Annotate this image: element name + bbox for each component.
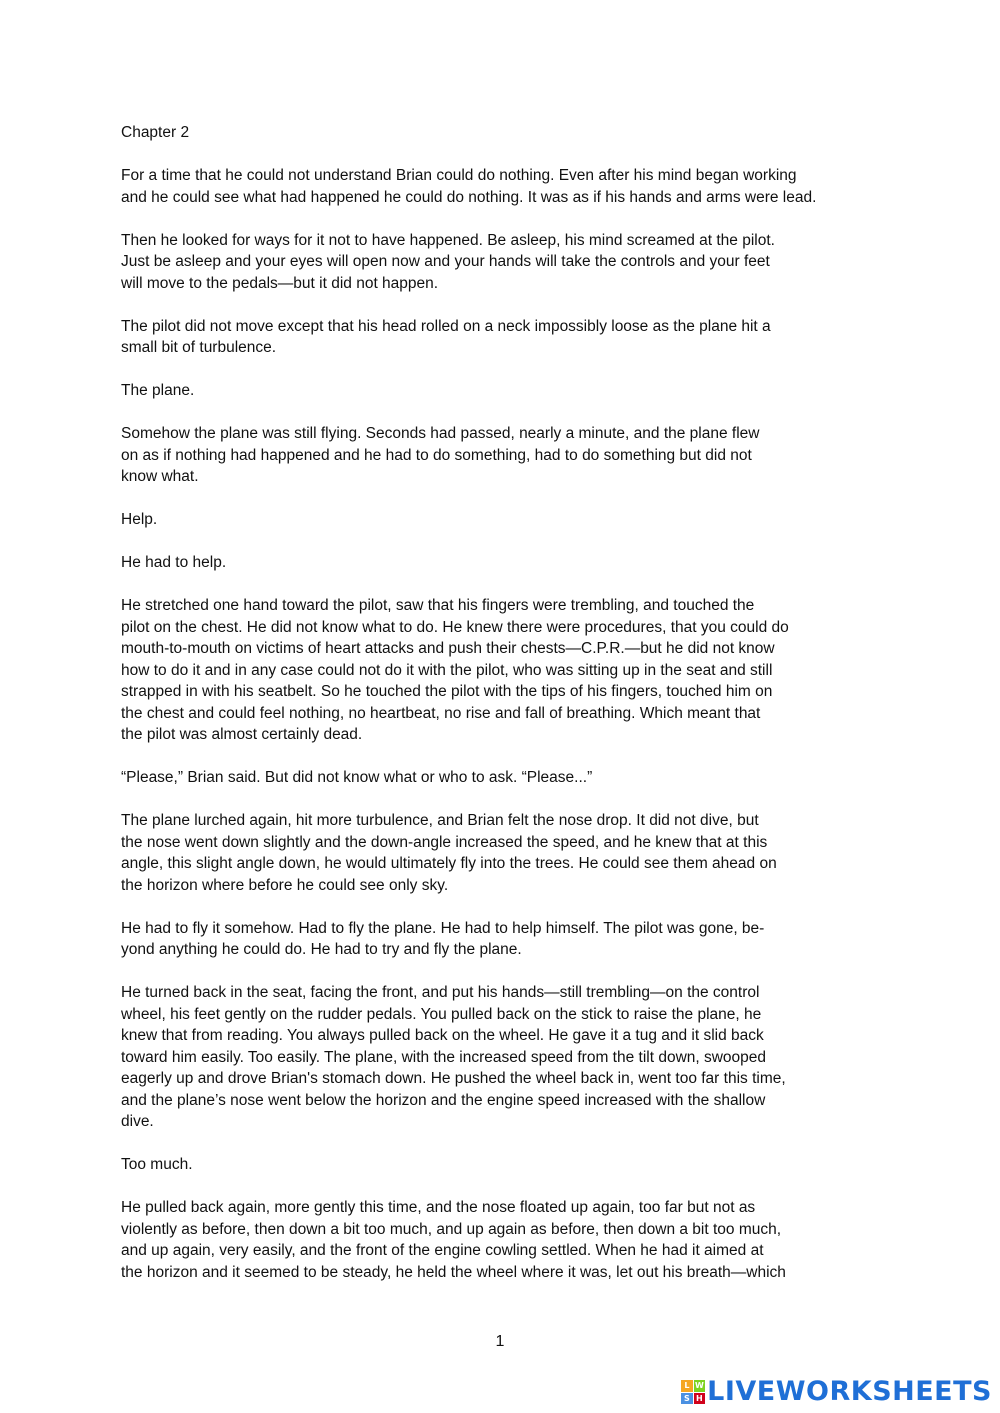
text-line: and up again, very easily, and the front of the engine cowling settled. When he had it aimed at (121, 1242, 764, 1259)
text-line: Too much. (121, 1156, 193, 1173)
paragraph (121, 230, 851, 295)
text-line: the chest and could feel nothing, no heartbeat, no rise and fall of breathing. Which meant that (121, 704, 761, 722)
paragraph (121, 1154, 851, 1176)
text-line: He turned back in the seat, facing the front, and put his hands—still trembling—on the control (121, 984, 760, 1001)
logo-cell: W (694, 1381, 704, 1390)
paragraph (121, 380, 851, 402)
paragraph (121, 595, 851, 746)
text-line: the horizon and it seemed to be steady, he held the wheel where it was, let out his breath—which (121, 1263, 786, 1281)
text-line: will move to the pedals—but it did not happen. (121, 274, 439, 292)
text-line: Then he looked for ways for it not to have happened. Be asleep, his mind screamed at the pilot. (121, 231, 775, 249)
text-line: small bit of turbulence. (121, 339, 277, 356)
paragraph (121, 767, 851, 789)
liveworksheets-brand[interactable] (681, 1377, 992, 1407)
text-line: He had to fly it somehow. Had to fly the plane. He had to help himself. The pilot was gone, be- (121, 919, 765, 937)
text-line: mouth-to-mouth on victims of heart attacks and push their chests—C.P.R.—but he did not know (121, 640, 775, 657)
text-line: strapped in with his seatbelt. So he touched the pilot with the tips of his fingers, touched him on (121, 683, 773, 700)
text-line: For a time that he could not understand Brian could do nothing. Even after his mind began working (121, 167, 797, 184)
text-line: the horizon where before he could see only sky. (121, 876, 449, 894)
text-line: how to do it and in any case could not do it with the pilot, who was sitting up in the seat and still (121, 661, 773, 679)
text-line: pilot on the chest. He did not know what to do. He knew there were procedures, that you could do (121, 618, 789, 636)
text-line: toward him easily. Too easily. The plane, with the increased speed from the tilt down, swooped (121, 1048, 767, 1066)
text-line: The pilot did not move except that his head rolled on a neck impossibly loose as the plane hit a (121, 317, 771, 335)
text-line: violently as before, then down a bit too much, and up again as before, then down a bit too much, (121, 1220, 782, 1238)
text-line: know what. (121, 468, 199, 485)
logo-cell: L (681, 1380, 693, 1392)
text-line: “Please,” Brian said. But did not know what or who to ask. “Please...” (121, 769, 593, 786)
text-line: the nose went down slightly and the down-angle increased the speed, and he knew that at this (121, 833, 768, 851)
text-line: The plane. (121, 382, 195, 399)
text-line: The plane lurched again, hit more turbulence, and Brian felt the nose drop. It did not dive, but (121, 812, 759, 829)
paragraph (121, 1197, 851, 1283)
text-line: He had to help. (121, 554, 227, 571)
text-line: Just be asleep and your eyes will open now and your hands will take the controls and your feet (121, 253, 770, 270)
text-line: eagerly up and drove Brian's stomach down. He pushed the wheel back in, went too far this time, (121, 1070, 786, 1087)
text-line: yond anything he could do. He had to try and fly the plane. (121, 941, 522, 958)
paragraph (121, 316, 851, 359)
paragraph (121, 165, 851, 208)
paragraph (121, 810, 851, 896)
paragraph (121, 982, 851, 1133)
text-line: knew that from reading. You always pulled back on the wheel. He gave it a tug and it slid back (121, 1027, 764, 1044)
liveworksheets-logo-icon (681, 1380, 705, 1404)
text-line: He pulled back again, more gently this time, and the nose floated up again, too far but not as (121, 1199, 756, 1216)
text-line: wheel, his feet gently on the rudder pedals. You pulled back on the stick to raise the plane, he (121, 1005, 762, 1023)
logo-cell: S (681, 1393, 693, 1405)
page-number: 1 (495, 1333, 505, 1350)
text-line: dive. (121, 1113, 154, 1130)
text-line: angle, this slight angle down, he would ultimately fly into the trees. He could see them ahead on (121, 855, 777, 872)
paragraph (121, 509, 851, 531)
text-line: and he could see what had happened he could do nothing. It was as if his hands and arms were lead. (121, 188, 817, 206)
text-line: and the plane’s nose went below the horizon and the engine speed increased with the shallow (121, 1091, 766, 1109)
brand-name: LIVEWORKSHEETS (707, 1376, 992, 1407)
text-line: Help. (121, 511, 158, 528)
chapter-title: Chapter 2 (121, 124, 190, 141)
text-line: on as if nothing had happened and he had to do something, had to do something but did not (121, 446, 752, 464)
paragraph (121, 552, 851, 574)
text-line: He stretched one hand toward the pilot, saw that his fingers were trembling, and touched the (121, 597, 755, 614)
paragraph (121, 423, 851, 488)
text-line: the pilot was almost certainly dead. (121, 726, 363, 743)
paragraph (121, 918, 851, 961)
logo-cell: H (694, 1393, 706, 1405)
text-line: Somehow the plane was still flying. Seconds had passed, nearly a minute, and the plane flew (121, 425, 760, 442)
